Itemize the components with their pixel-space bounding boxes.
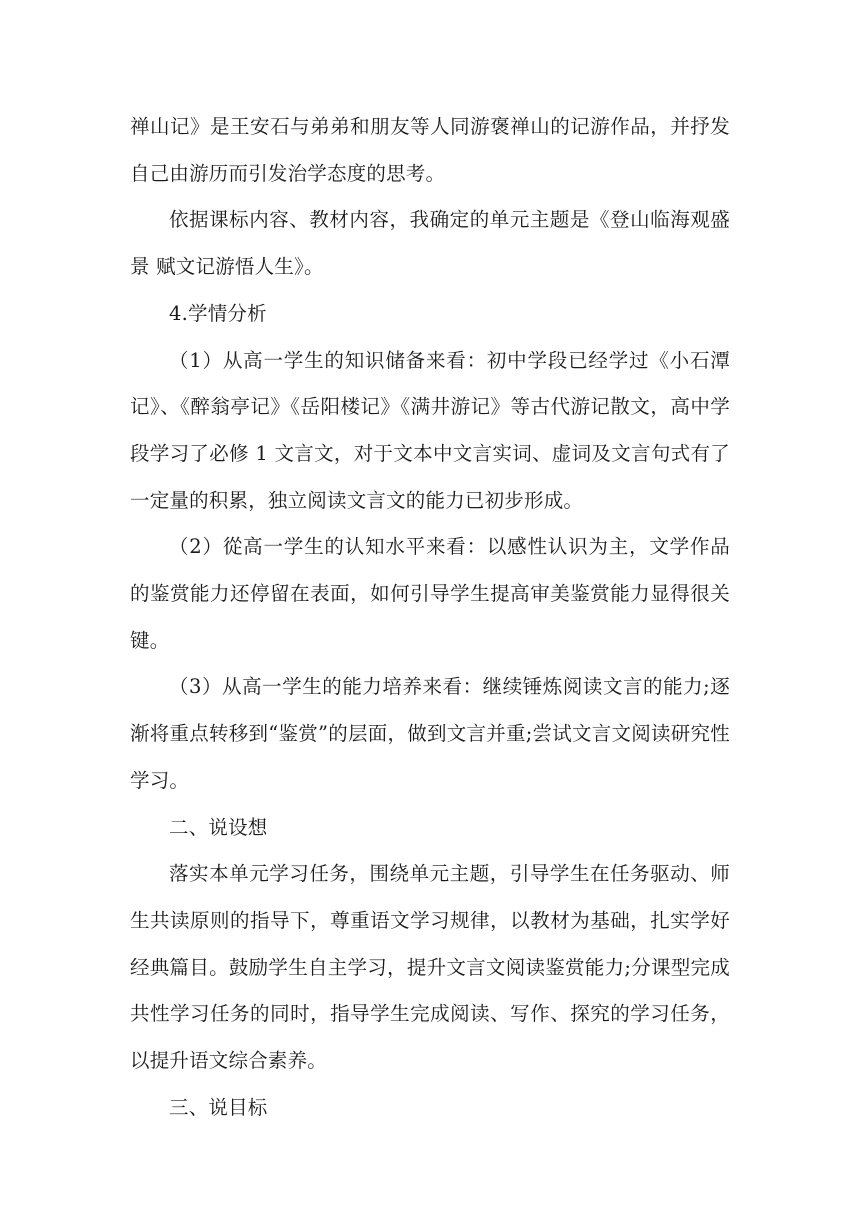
paragraph-intro-continuation: 禅山记》是王安石与弟弟和朋友等人同游褒禅山的记游作品，并抒发自己由游历而引发治学态度的思考。 [130, 115, 730, 185]
paragraph-unit-theme: 依据课标内容、教材内容，我确定的单元主题是《登山临海观盛景 赋文记游悟人生》。 [130, 208, 730, 279]
paragraph-design-concept: 落实本单元学习任务，围绕单元主题，引导学生在任务驱动、师生共读原则的指导下，尊重语文学习规律，以教材为基础，扎实学好经典篇目。鼓励学生自主学习，提升文言文阅读鉴赏能力;分课型完成共性学习任务的同时，指导学生完成阅读、写作、探究的学习任务，以提升语文综合素养。 [130, 862, 730, 1073]
paragraph-cognitive-level: （2）從高一学生的认知水平来看：以感性认识为主，文学作品的鉴赏能力还停留在表面，如何引导学生提高审美鉴赏能力显得很关键。 [130, 535, 730, 652]
paragraph-knowledge-reserve: （1）从高一学生的知识储备来看：初中学段已经学过《小石潭记》、《醉翁亭记》《岳阳楼记》《满井游记》等古代游记散文，高中学段学习了必修 1 文言文，对于文本中文言实词、虚词及文言句式有了一定量的积累，独立阅读文言文的能力已初步形成。 [130, 348, 730, 512]
document-body [130, 104, 730, 1131]
heading-design-concept: 二、说设想 [169, 815, 268, 839]
paragraph-ability-training: （3）从高一学生的能力培养来看：继续锤炼阅读文言的能力;逐渐将重点转移到“鉴赏”的层面，做到文言并重;尝试文言文阅读研究性学习。 [130, 675, 730, 792]
heading-learner-analysis: 4.学情分析 [169, 301, 267, 325]
heading-objectives: 三、说目标 [169, 1095, 268, 1119]
